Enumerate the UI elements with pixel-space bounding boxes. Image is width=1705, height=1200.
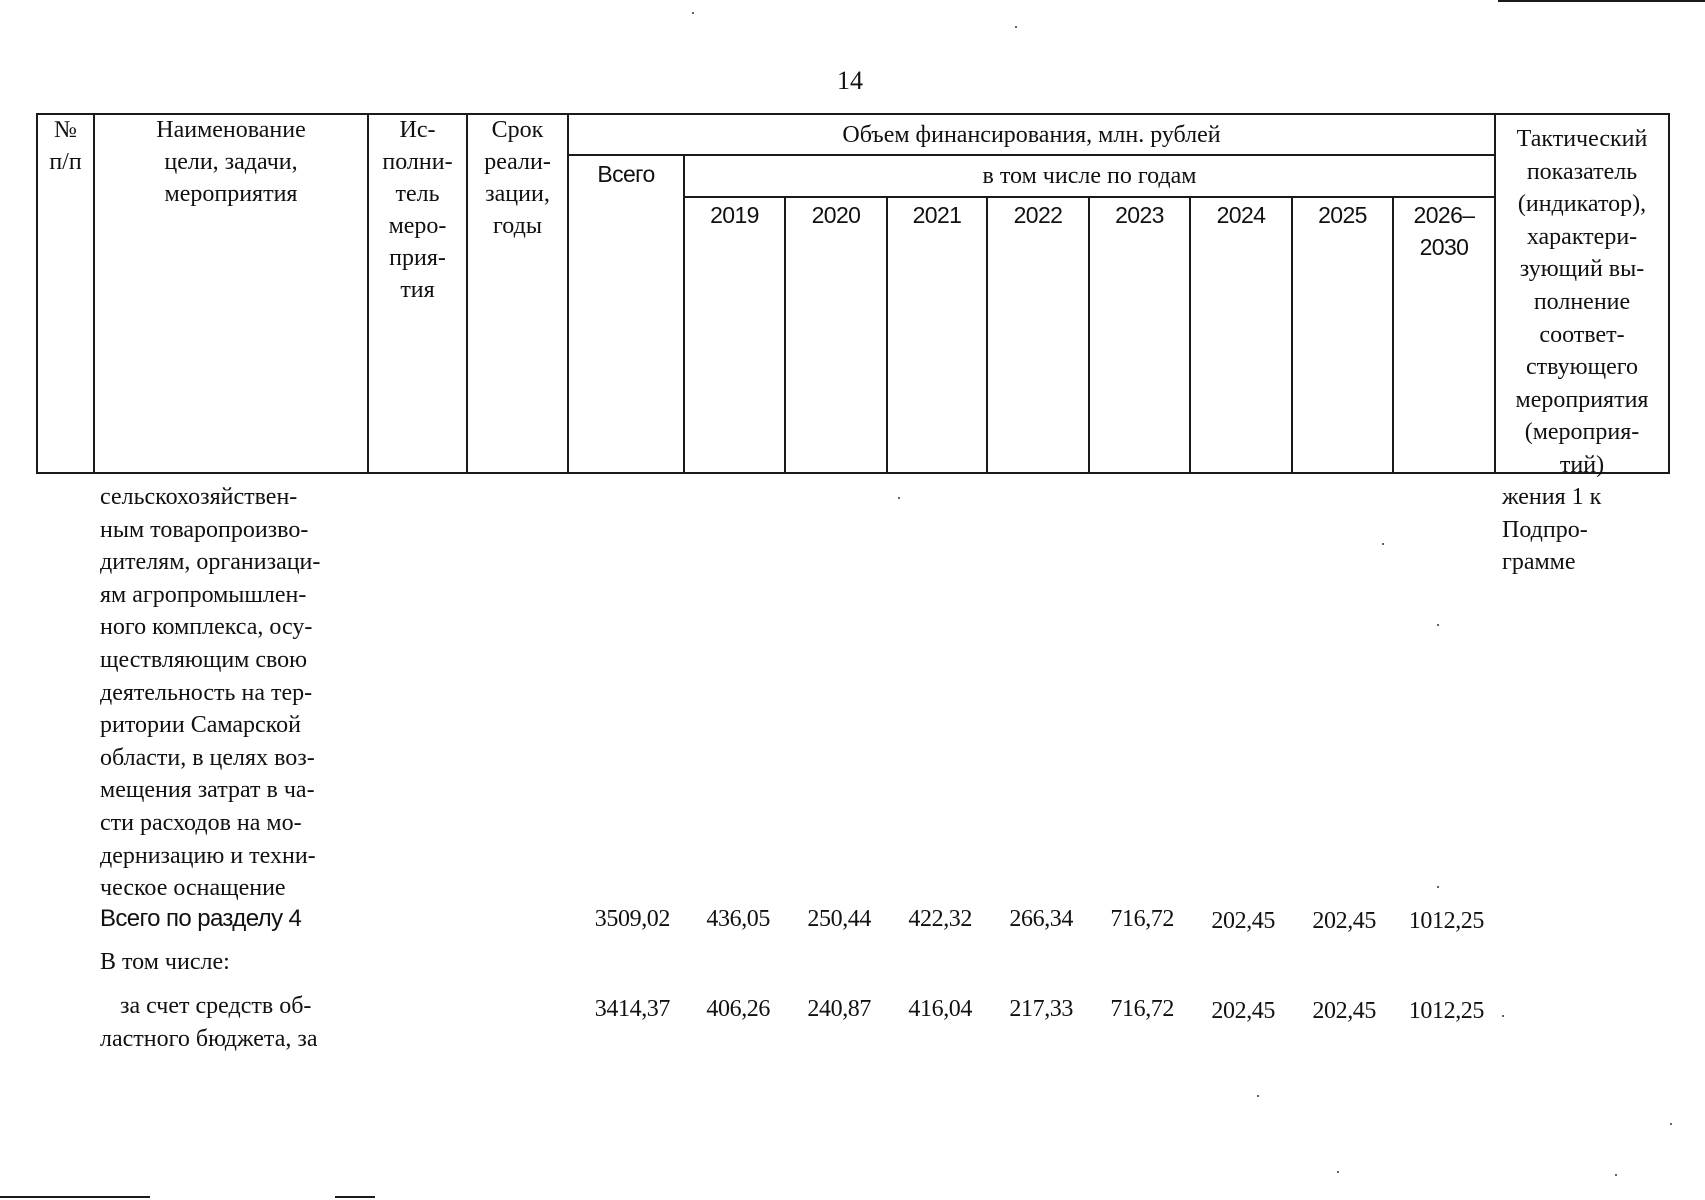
continuation-indicator-text: жения 1 к Подпро- грамме xyxy=(1502,484,1602,576)
scan-edge-line xyxy=(0,1196,150,1198)
value-2026-2030: 1012,25 xyxy=(1408,908,1484,934)
header-year-2020: 2020 xyxy=(811,202,861,228)
value-2026-2030: 1012,25 xyxy=(1408,998,1484,1024)
row-label-regional-budget: за счет средств об- ластного бюджета, за xyxy=(100,993,318,1052)
header-bottom-border xyxy=(36,472,1670,474)
header-year-2025: 2025 xyxy=(1318,202,1367,228)
scan-speck xyxy=(1382,543,1384,545)
page-number: 14 xyxy=(837,66,863,95)
scan-speck xyxy=(1437,624,1439,626)
value-total: 3414,37 xyxy=(594,996,670,1022)
value-2022: 217,33 xyxy=(1009,996,1073,1022)
header-year-2024: 2024 xyxy=(1216,202,1266,228)
vline-2024 xyxy=(1291,196,1293,474)
scan-edge-line xyxy=(1498,0,1705,2)
value-2025: 202,45 xyxy=(1312,908,1376,934)
vline-2021 xyxy=(986,196,988,474)
funding-title-underline xyxy=(567,154,1496,156)
row-label-including: В том числе: xyxy=(100,949,230,975)
value-2024: 202,45 xyxy=(1211,998,1275,1024)
scan-speck xyxy=(1015,26,1017,28)
value-2021: 422,32 xyxy=(908,906,972,932)
header-by-years: в том числе по годам xyxy=(982,163,1197,189)
scan-speck xyxy=(1670,1123,1672,1125)
scan-edge-line xyxy=(335,1196,375,1198)
value-2022: 266,34 xyxy=(1009,906,1073,932)
value-2020: 240,87 xyxy=(807,996,871,1022)
value-2024: 202,45 xyxy=(1211,908,1275,934)
header-col-term: Срок реали- зации, годы xyxy=(484,117,551,239)
header-year-2019: 2019 xyxy=(710,202,759,228)
value-total: 3509,02 xyxy=(594,906,670,932)
header-year-2023: 2023 xyxy=(1115,202,1164,228)
scan-speck xyxy=(1615,1174,1617,1176)
scan-speck xyxy=(898,497,900,499)
header-col-executor: Ис- полни- тель меро- прия- тия xyxy=(382,117,453,303)
continuation-activity-name: сельскохозяйствен- ным товаропроизво- дителям, организаци- ям агропромышлен- ного комплекса, осу- ществляющим свою деятельность на тер- ритории Самарской области, в целях воз- мещения затрат в ча- сти расходов на мо- дернизацию и техни- ческое оснащение xyxy=(100,484,321,902)
value-2021: 416,04 xyxy=(908,996,972,1022)
header-col-number: № п/п xyxy=(49,117,82,175)
header-year-2021: 2021 xyxy=(912,202,962,228)
value-2023: 716,72 xyxy=(1110,996,1174,1022)
value-2025: 202,45 xyxy=(1312,998,1376,1024)
scan-speck xyxy=(1337,1171,1339,1173)
vline-2023 xyxy=(1189,196,1191,474)
value-2023: 716,72 xyxy=(1110,906,1174,932)
header-col-indicator: Тактический показатель (индикатор), характери- зующий вы- полнение соответ- ствующего мероприятия (мероприя- тий) xyxy=(1515,126,1649,478)
header-col-total: Всего xyxy=(597,161,655,187)
value-2019: 406,26 xyxy=(706,996,770,1022)
header-funding-title: Объем финансирования, млн. рублей xyxy=(842,122,1221,148)
header-year-2026-2030: 2026– 2030 xyxy=(1413,202,1475,260)
value-2019: 436,05 xyxy=(706,906,770,932)
row-label-section-total: Всего по разделу 4 xyxy=(100,905,302,932)
scan-speck xyxy=(692,12,694,14)
vline-2019 xyxy=(784,196,786,474)
scan-speck xyxy=(1257,1095,1259,1097)
scan-speck xyxy=(1437,886,1439,888)
vline-2020 xyxy=(886,196,888,474)
header-year-2022: 2022 xyxy=(1013,202,1063,228)
scan-speck xyxy=(1502,1015,1504,1017)
vline-right xyxy=(1668,113,1670,474)
vline-2022 xyxy=(1088,196,1090,474)
header-col-name: Наименование цели, задачи, мероприятия xyxy=(156,117,306,207)
value-2020: 250,44 xyxy=(807,906,871,932)
